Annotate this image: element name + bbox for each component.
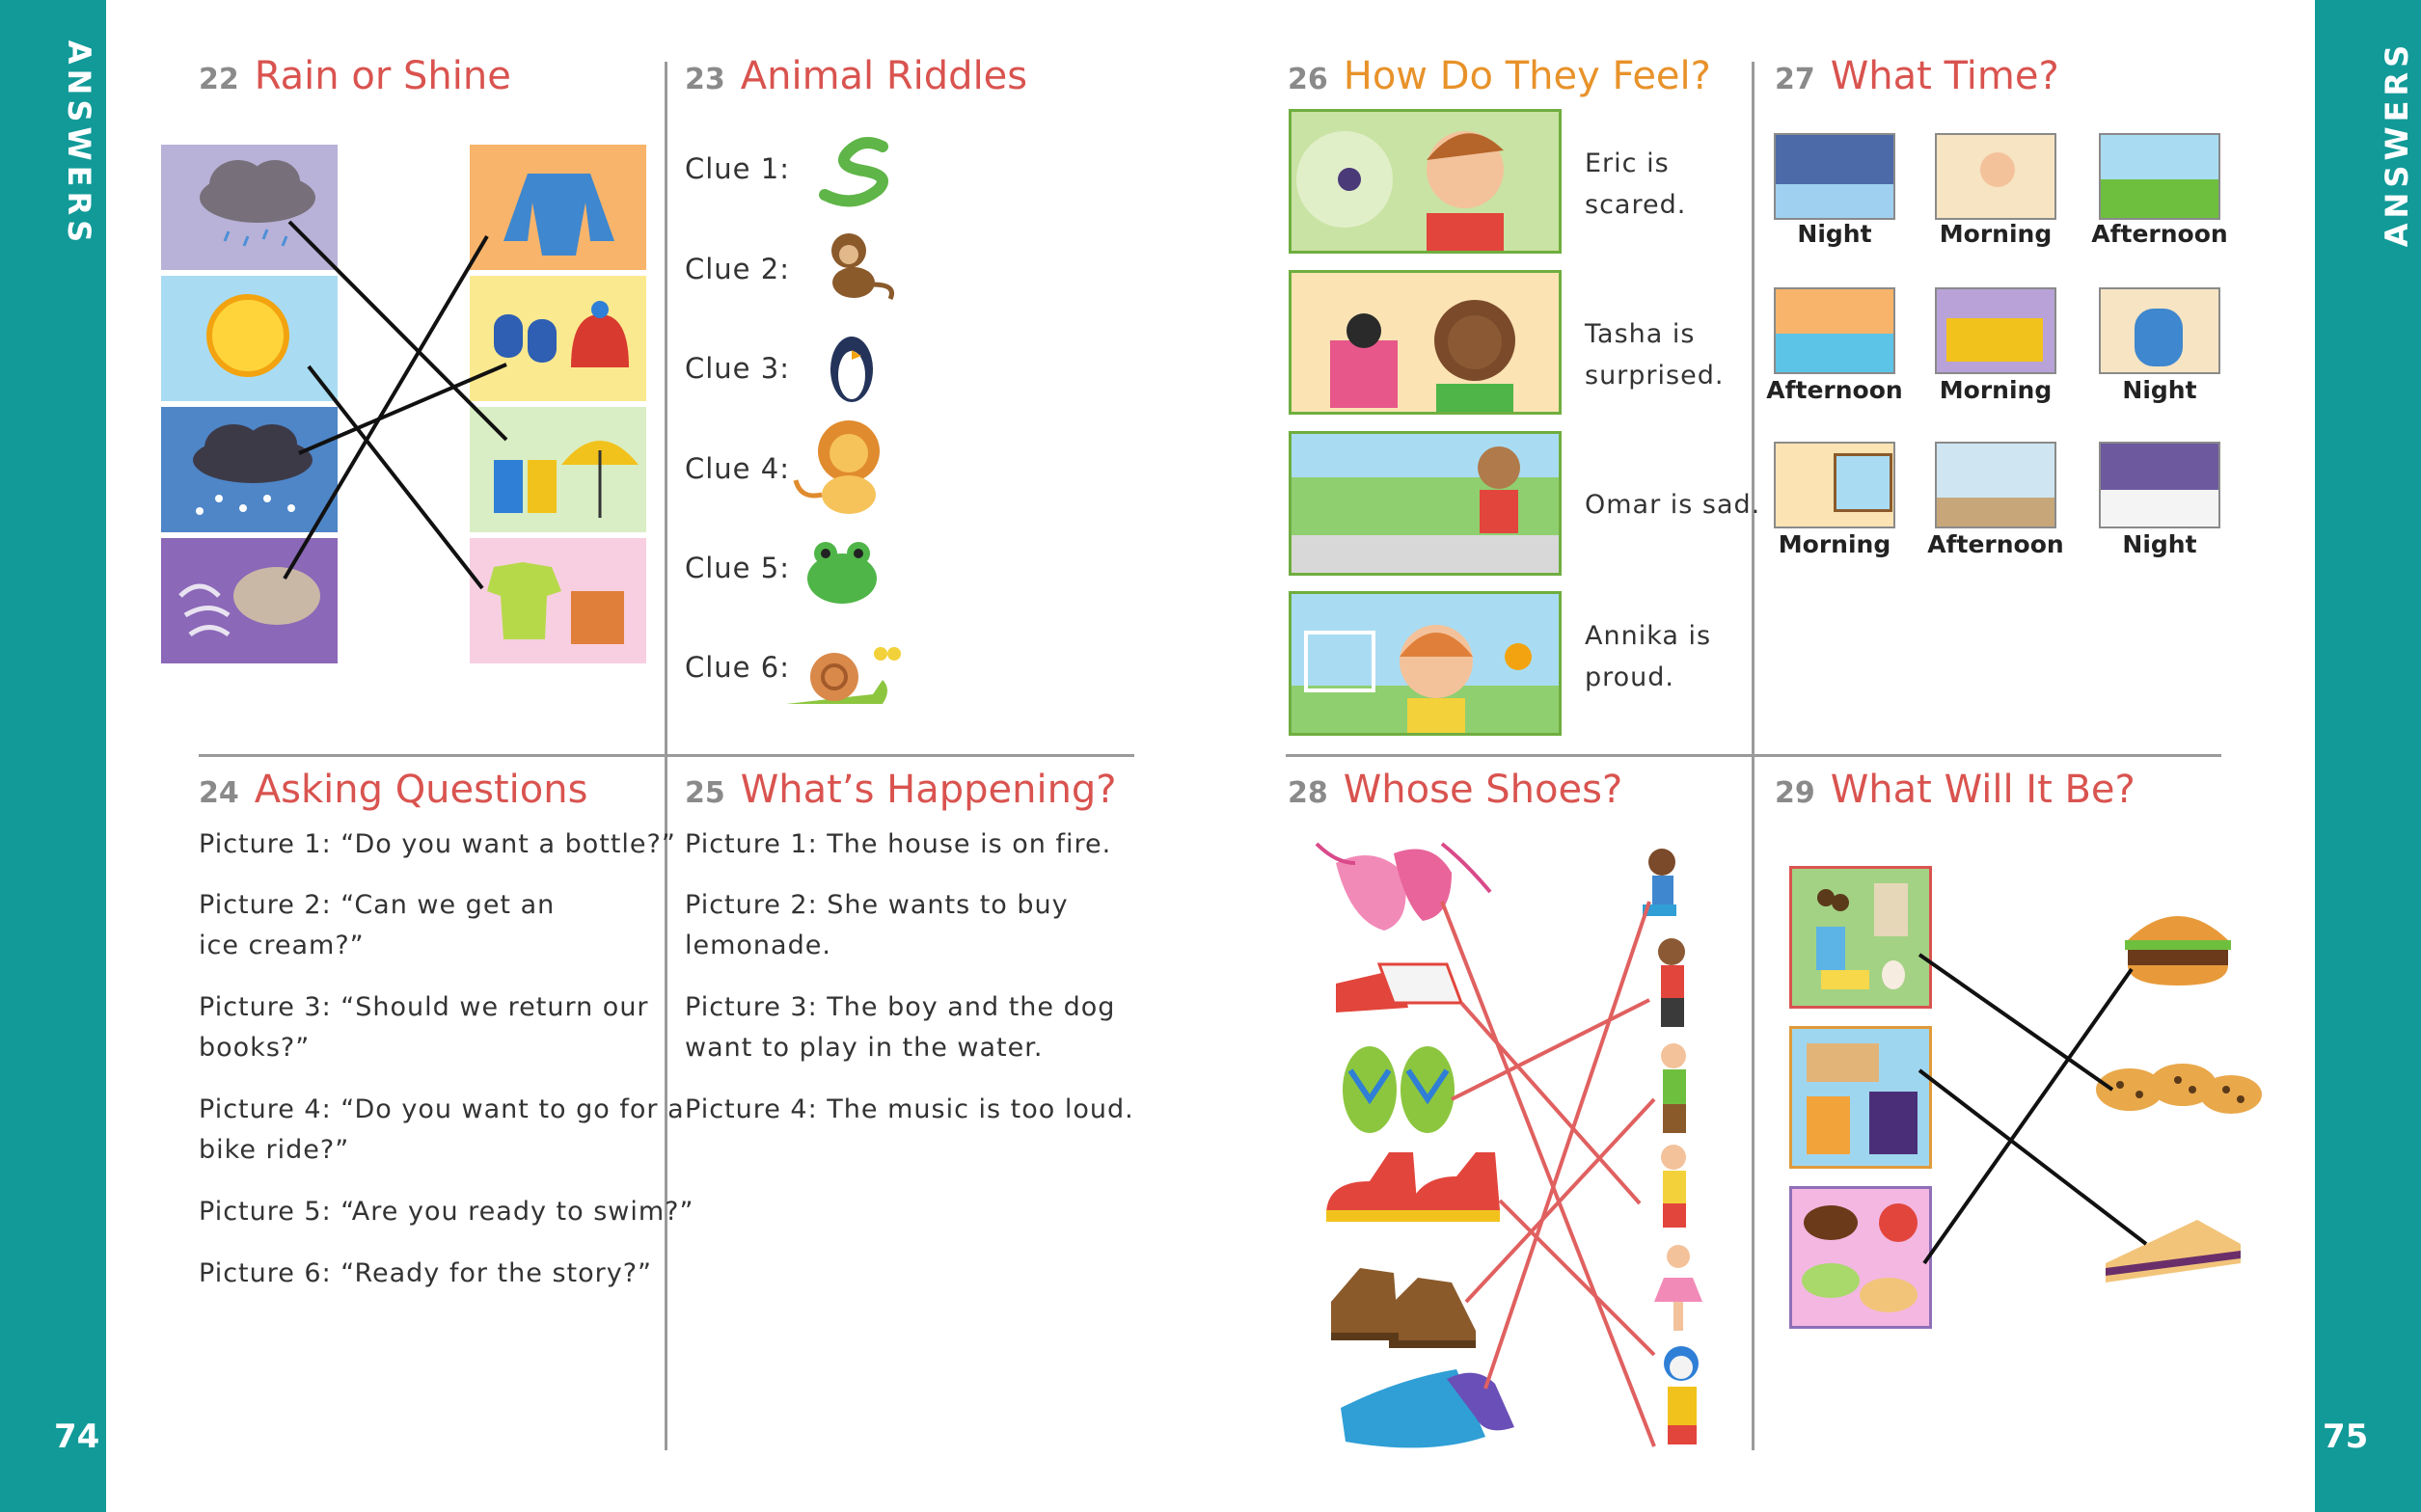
- answer-line: Picture 4: The music is too loud.: [685, 1094, 1134, 1124]
- afternoon-park-thumb: [2099, 133, 2220, 220]
- section-number: 27: [1775, 63, 1815, 96]
- time-caption: Night: [2122, 530, 2197, 558]
- penguin-icon: [805, 321, 902, 408]
- section-number: 22: [199, 63, 239, 96]
- feeling-line: Tasha is: [1585, 319, 1696, 349]
- clue-5-label: Clue 5:: [685, 552, 790, 584]
- section-number: 26: [1288, 63, 1328, 96]
- answer-line: Picture 1: “Do you want a bottle?”: [199, 829, 676, 859]
- morning-breakfast-thumb: [1935, 133, 2056, 220]
- section-number: 23: [685, 63, 725, 96]
- time-caption: Afternoon: [1766, 376, 1903, 404]
- afternoon-pool-thumb: [1774, 287, 1895, 374]
- section-number: 24: [199, 776, 239, 810]
- sandwich-ingredients-icon: [1792, 1029, 1929, 1166]
- baking-ingredients-icon: [1792, 869, 1929, 1006]
- section-title: Asking Questions: [254, 768, 588, 812]
- time-caption: Night: [2122, 376, 2197, 404]
- answer-line: Picture 1: The house is on fire.: [685, 829, 1112, 859]
- clue-6-label: Clue 6:: [685, 651, 790, 684]
- section-26-heading: [1288, 54, 1711, 98]
- answer-line: ice cream?”: [199, 931, 365, 960]
- section-23-heading: [685, 54, 1027, 98]
- divider-left-horizontal: [199, 754, 1134, 757]
- surprised-girl-illustration: [1292, 273, 1562, 415]
- snake-icon: [805, 127, 902, 209]
- answer-line: Picture 2: She wants to buy: [685, 890, 1069, 920]
- clue-4-label: Clue 4:: [685, 452, 790, 485]
- section-29-heading: [1775, 768, 2135, 812]
- section-title: How Do They Feel?: [1343, 54, 1711, 98]
- afternoon-classroom-thumb: [1935, 442, 2056, 528]
- frog-icon: [789, 528, 895, 615]
- time-caption: Night: [1797, 220, 1872, 248]
- answer-line: Picture 3: The boy and the dog: [685, 992, 1116, 1022]
- time-caption: Morning: [1939, 376, 2053, 404]
- surprised-scene: [1289, 270, 1562, 415]
- section-24-heading: [199, 768, 587, 812]
- section-title: What’s Happening?: [740, 768, 1117, 812]
- answer-line: Picture 6: “Ready for the story?”: [199, 1258, 653, 1288]
- scared-boy-illustration: [1292, 112, 1562, 254]
- answer-line: books?”: [199, 1033, 311, 1063]
- time-caption: Afternoon: [2091, 220, 2228, 248]
- section-title: Whose Shoes?: [1343, 768, 1623, 812]
- section-title: What Will It Be?: [1830, 768, 2135, 812]
- morning-bus-thumb: [1935, 287, 2056, 374]
- right-sidebar-label: ANSWERS: [2379, 40, 2416, 248]
- section-number: 28: [1288, 776, 1328, 810]
- section-title: Rain or Shine: [254, 54, 511, 98]
- section-25-heading: [685, 768, 1117, 812]
- sad-boy-illustration: [1292, 434, 1562, 576]
- section-number: 25: [685, 776, 725, 810]
- section-27-heading: [1775, 54, 2059, 98]
- burger-ingredients-icon: [1792, 1189, 1929, 1326]
- answer-line: Picture 5: “Are you ready to swim?”: [199, 1197, 694, 1227]
- answer-line: lemonade.: [685, 931, 831, 960]
- section-title: Animal Riddles: [740, 54, 1028, 98]
- clue-1-label: Clue 1:: [685, 152, 790, 185]
- section-title: What Time?: [1830, 54, 2059, 98]
- monkey-icon: [805, 227, 902, 309]
- proud-girl-illustration: [1292, 594, 1562, 736]
- what-will-it-be-match-lines: [1910, 926, 2180, 1273]
- section-28-heading: [1288, 768, 1622, 812]
- night-bed-thumb: [2099, 442, 2220, 528]
- feeling-line: Annika is: [1585, 621, 1712, 651]
- sad-scene: [1289, 431, 1562, 576]
- left-sidebar-label: ANSWERS: [61, 40, 98, 248]
- feeling-line: proud.: [1585, 662, 1674, 692]
- page-number-right: 75: [2323, 1418, 2369, 1456]
- lion-icon: [781, 413, 897, 519]
- answer-line: want to play in the water.: [685, 1033, 1044, 1063]
- feeling-line: Omar is sad.: [1585, 490, 1761, 520]
- divider-right-horizontal: [1286, 754, 2221, 757]
- scared-scene: [1289, 109, 1562, 254]
- time-caption: Morning: [1939, 220, 2053, 248]
- answer-line: Picture 3: “Should we return our: [199, 992, 649, 1022]
- rain-or-shine-match-lines: [0, 0, 675, 675]
- answer-line: Picture 2: “Can we get an: [199, 890, 556, 920]
- time-caption: Morning: [1778, 530, 1891, 558]
- night-bedroom-thumb: [1774, 133, 1895, 220]
- answer-line: Picture 4: “Do you want to go for a: [199, 1094, 685, 1124]
- snail-icon: [776, 636, 902, 714]
- proud-scene: [1289, 591, 1562, 736]
- feeling-line: Eric is: [1585, 148, 1670, 178]
- time-caption: Afternoon: [1927, 530, 2064, 558]
- clue-2-label: Clue 2:: [685, 253, 790, 285]
- whose-shoes-match-lines: [1283, 810, 1717, 1466]
- morning-window-thumb: [1774, 442, 1895, 528]
- feeling-line: scared.: [1585, 190, 1687, 220]
- page-number-left: 74: [54, 1418, 100, 1456]
- section-number: 29: [1775, 776, 1815, 810]
- answer-line: bike ride?”: [199, 1135, 350, 1165]
- night-story-thumb: [2099, 287, 2220, 374]
- clue-3-label: Clue 3:: [685, 352, 790, 385]
- feeling-line: surprised.: [1585, 361, 1725, 391]
